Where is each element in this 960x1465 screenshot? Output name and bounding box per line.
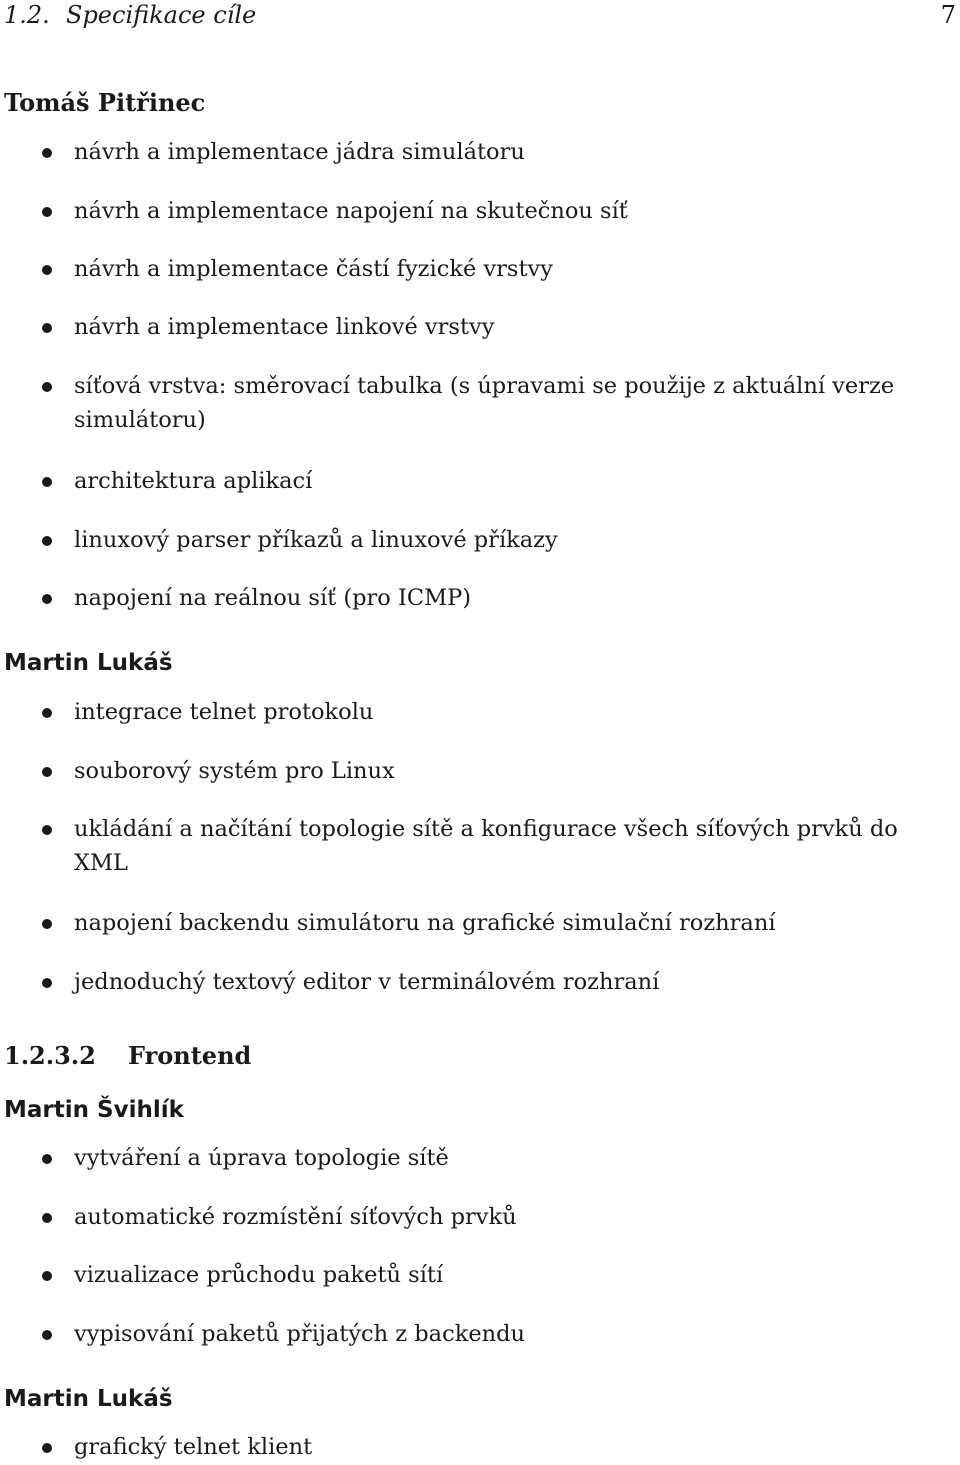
running-head: [4, 0, 956, 30]
bullet-icon: [42, 148, 52, 158]
list-item: [0, 523, 958, 557]
list-item-text: souborový systém pro Linux: [74, 758, 395, 784]
list-item: [0, 310, 958, 344]
list-item: [0, 1317, 958, 1351]
list-item: [0, 464, 958, 498]
list-item-text: návrh a implementace napojení na skutečnou síť: [74, 198, 628, 224]
list-item-text: návrh a implementace částí fyzické vrstvy: [74, 256, 553, 282]
list-item-text: architektura aplikací: [74, 468, 313, 494]
bullet-icon: [42, 207, 52, 217]
bullet-icon: [42, 1330, 52, 1340]
list-item: [0, 965, 958, 999]
list-item-text: vypisování paketů přijatých z backendu: [74, 1321, 526, 1347]
list-item-text: napojení backendu simulátoru na grafické simulační rozhraní: [74, 910, 776, 936]
list-item-text: grafický telnet klient: [74, 1434, 313, 1460]
list-item: [0, 581, 958, 615]
list-item: [0, 1258, 958, 1292]
bullet-icon: [42, 1154, 52, 1164]
bullet-icon: [42, 477, 52, 487]
bullet-icon: [42, 1443, 52, 1453]
subsection-heading: [4, 1041, 251, 1071]
bullet-icon: [42, 536, 52, 546]
list-item-text: integrace telnet protokolu: [74, 699, 374, 725]
list-item: [0, 135, 958, 169]
bullet-icon: [42, 265, 52, 275]
list-item: [0, 754, 958, 788]
page-number: 7: [940, 1, 956, 29]
author-heading: Martin Lukáš: [4, 1386, 173, 1412]
subsection-title: Frontend: [128, 1041, 252, 1070]
list-item: [0, 252, 958, 286]
list-item-text: vizualizace průchodu paketů sítí: [74, 1262, 444, 1288]
author-heading: Martin Lukáš: [4, 650, 173, 676]
bullet-icon: [42, 825, 52, 835]
running-head-section-title: Specifikace cíle: [66, 1, 257, 29]
bullet-icon: [42, 1213, 52, 1223]
list-item-text: vytváření a úprava topologie sítě: [74, 1145, 449, 1171]
bullet-icon: [42, 382, 52, 392]
list-item: [0, 1200, 958, 1234]
list-item: [0, 1141, 958, 1175]
list-item: [0, 812, 958, 880]
list-item-text: návrh a implementace jádra simulátoru: [74, 139, 525, 165]
list-item-text: síťová vrstva: směrovací tabulka (s úpravami se použije z aktuální verze simulátoru): [74, 373, 895, 433]
author-heading: Martin Švihlík: [4, 1097, 184, 1123]
list-item-text: návrh a implementace linkové vrstvy: [74, 314, 495, 340]
list-item: [0, 906, 958, 940]
subsection-number: 1.2.3.2: [4, 1041, 96, 1070]
bullet-icon: [42, 1271, 52, 1281]
bullet-icon: [42, 594, 52, 604]
list-item: [0, 369, 958, 437]
running-head-section-number: 1.2.: [4, 1, 50, 29]
bullet-icon: [42, 978, 52, 988]
list-item-text: automatické rozmístění síťových prvků: [74, 1204, 517, 1230]
list-item-text: napojení na reálnou síť (pro ICMP): [74, 585, 472, 611]
list-item-text: linuxový parser příkazů a linuxové příkazy: [74, 527, 558, 553]
list-item: [0, 194, 958, 228]
bullet-icon: [42, 767, 52, 777]
bullet-icon: [42, 919, 52, 929]
bullet-icon: [42, 708, 52, 718]
bullet-icon: [42, 323, 52, 333]
author-heading: Tomáš Pitřinec: [4, 88, 206, 117]
list-item-text: jednoduchý textový editor v terminálovém rozhraní: [74, 969, 660, 995]
list-item: [0, 1430, 958, 1464]
list-item: [0, 695, 958, 729]
list-item-text: ukládání a načítání topologie sítě a konfigurace všech síťových prvků do XML: [74, 816, 898, 876]
